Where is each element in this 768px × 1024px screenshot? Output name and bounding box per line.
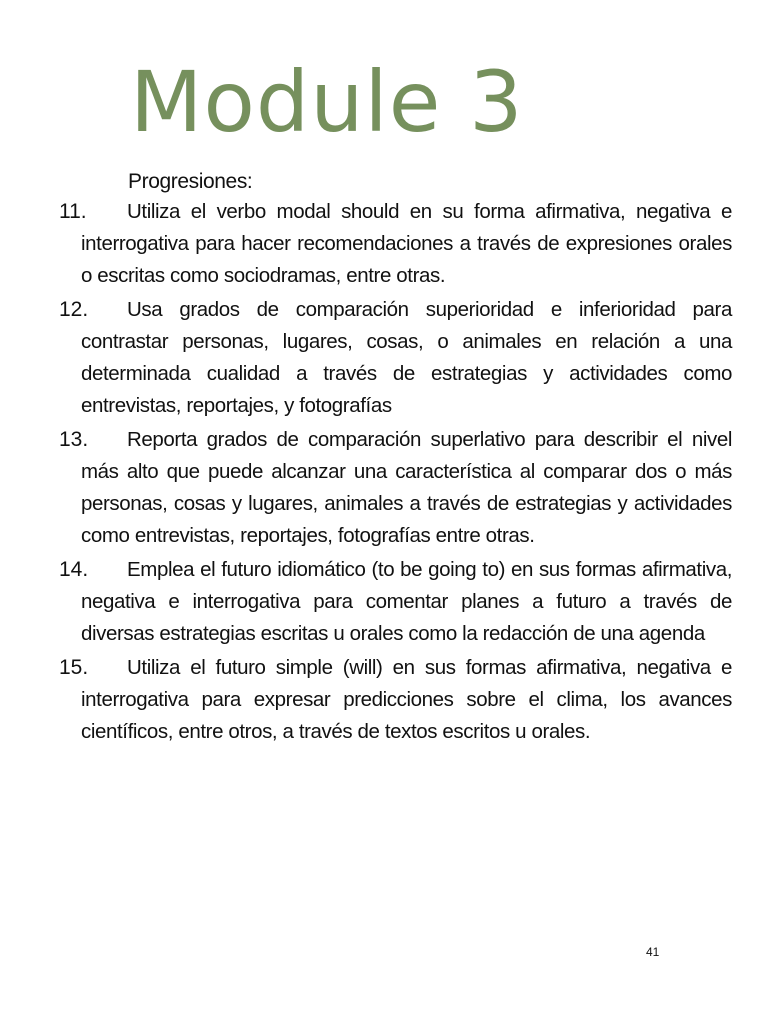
section-heading: Progresiones: bbox=[128, 170, 253, 193]
module-title: Module 3 bbox=[130, 53, 524, 151]
list-item bbox=[0, 424, 768, 552]
item-text: Utiliza el verbo modal should en su forma afirmativa, negativa e interrogativa para hacer recomendaciones a través de expresiones orales o escritas como sociodramas, entre otras. bbox=[81, 200, 732, 287]
item-text: Utiliza el futuro simple (will) en sus formas afirmativa, negativa e interrogativa para expresar predicciones sobre el clima, los avances científicos, entre otros, a través de textos escritos u orales. bbox=[81, 656, 732, 743]
list-item bbox=[0, 196, 768, 292]
list-item bbox=[0, 652, 768, 748]
item-number: 13. bbox=[59, 428, 89, 451]
list-item bbox=[0, 554, 768, 650]
item-text: Usa grados de comparación superioridad e inferioridad para contrastar personas, lugares, cosas, o animales en relación a una determinada cualidad a través de estrategias y actividades como entrevistas, reportajes, y fotografías bbox=[81, 298, 732, 417]
item-number: 11. bbox=[59, 200, 87, 223]
progressions-list bbox=[0, 196, 768, 750]
item-number: 15. bbox=[59, 656, 89, 679]
list-item bbox=[0, 294, 768, 422]
item-text: Reporta grados de comparación superlativo para describir el nivel más alto que puede alcanzar una característica al comparar dos o más personas, cosas y lugares, animales a través de estrategias y actividades como entrevistas, reportajes, fotografías entre otras. bbox=[81, 428, 732, 547]
item-text: Emplea el futuro idiomático (to be going to) en sus formas afirmativa, negativa e interrogativa para comentar planes a futuro a través de diversas estrategias escritas u orales como la redacción de una agenda bbox=[81, 558, 732, 645]
item-number: 14. bbox=[59, 558, 89, 581]
page-number: 41 bbox=[646, 945, 660, 959]
item-number: 12. bbox=[59, 298, 89, 321]
